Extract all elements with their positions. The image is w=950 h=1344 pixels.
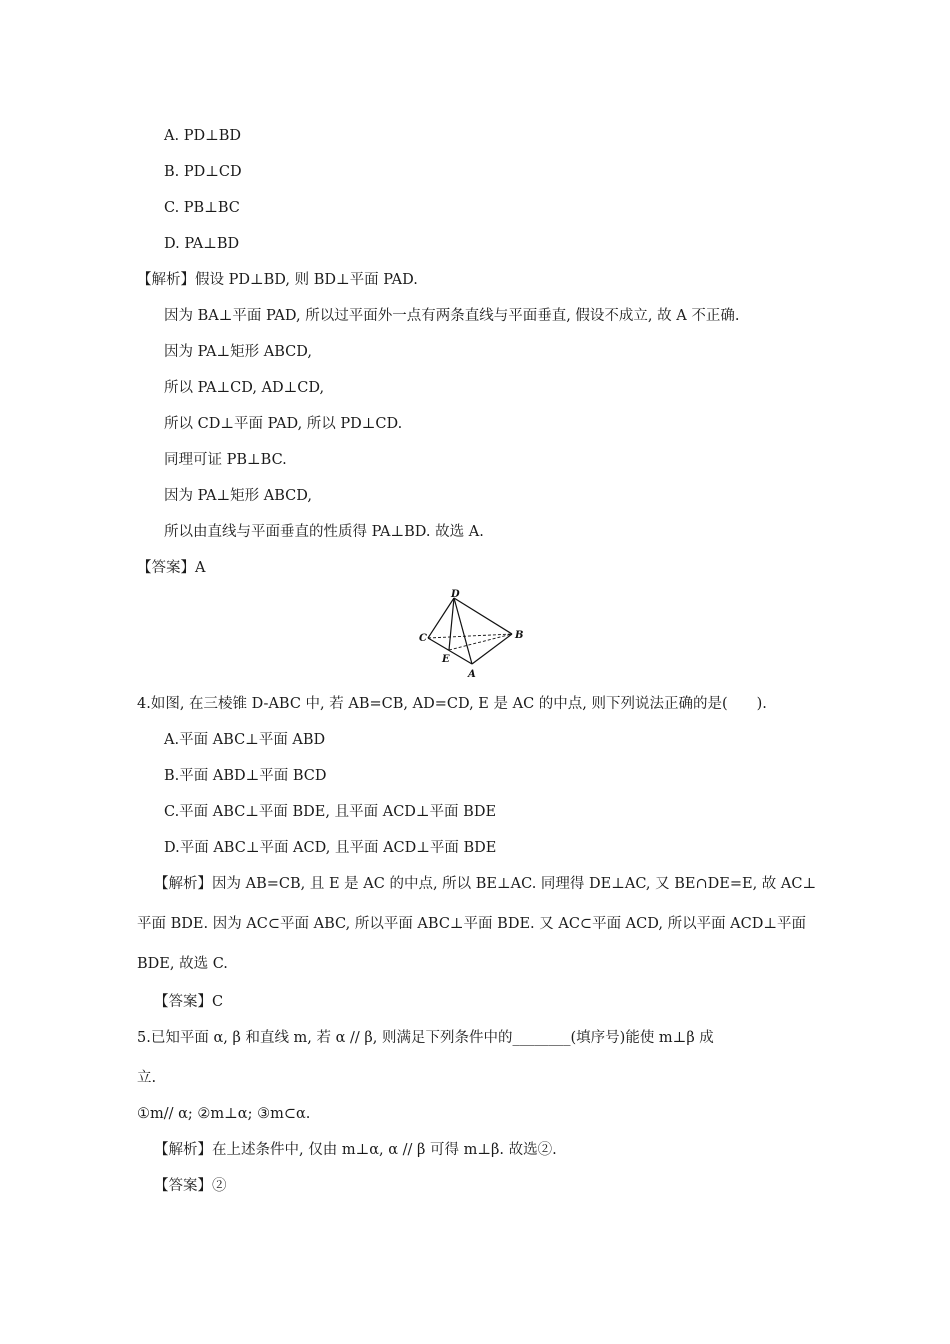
- conditions-line: ①m// α; ②m⊥α; ③m⊂α.: [137, 1106, 311, 1122]
- option-a: A. PD⊥BD: [164, 128, 241, 144]
- option-b: B. PD⊥CD: [164, 164, 242, 180]
- analysis-line: 因为 PA⊥矩形 ABCD,: [164, 488, 312, 504]
- edge-de: [449, 598, 454, 650]
- analysis-line: 同理可证 PB⊥BC.: [164, 452, 287, 468]
- label-c: C: [419, 633, 427, 644]
- answer-line: 【答案】C: [154, 994, 224, 1010]
- option-d: D. PA⊥BD: [164, 236, 240, 252]
- analysis-line: 因为 PA⊥矩形 ABCD,: [164, 344, 312, 360]
- label-d: D: [451, 589, 460, 600]
- analysis-line: 平面 BDE. 因为 AC⊂平面 ABC, 所以平面 ABC⊥平面 BDE. 又 AC⊂平面 ACD, 所以平面 ACD⊥平面: [137, 916, 807, 932]
- pyramid-figure: [416, 588, 536, 680]
- question-stem: 4.如图, 在三棱锥 D-ABC 中, 若 AB=CB, AD=CD, E 是 AC 的中点, 则下列说法正确的是( ).: [137, 696, 767, 712]
- edge-ab: [472, 634, 512, 664]
- analysis-line: 【解析】因为 AB=CB, 且 E 是 AC 的中点, 所以 BE⊥AC. 同理得 DE⊥AC, 又 BE∩DE=E, 故 AC⊥: [154, 876, 817, 892]
- option-d: D.平面 ABC⊥平面 ACD, 且平面 ACD⊥平面 BDE: [164, 840, 497, 856]
- edge-dc: [428, 598, 454, 638]
- answer-line: 【答案】②: [154, 1178, 227, 1194]
- option-a: A.平面 ABC⊥平面 ABD: [164, 732, 326, 748]
- question-stem: 立.: [137, 1070, 157, 1086]
- analysis-line: 所以 CD⊥平面 PAD, 所以 PD⊥CD.: [164, 416, 403, 432]
- option-b: B.平面 ABD⊥平面 BCD: [164, 768, 327, 784]
- analysis-line: BDE, 故选 C.: [137, 956, 228, 972]
- option-c: C. PB⊥BC: [164, 200, 240, 216]
- question-stem: 5.已知平面 α, β 和直线 m, 若 α // β, 则满足下列条件中的________(填序号)能使 m⊥β 成: [137, 1030, 714, 1046]
- label-e: E: [442, 654, 450, 665]
- answer-line: 【答案】A: [137, 560, 206, 576]
- analysis-line: 【解析】在上述条件中, 仅由 m⊥α, α // β 可得 m⊥β. 故选②.: [154, 1142, 557, 1158]
- analysis-line: 所以由直线与平面垂直的性质得 PA⊥BD. 故选 A.: [164, 524, 484, 540]
- option-c: C.平面 ABC⊥平面 BDE, 且平面 ACD⊥平面 BDE: [164, 804, 497, 820]
- analysis-line: 【解析】假设 PD⊥BD, 则 BD⊥平面 PAD.: [137, 272, 418, 288]
- label-b: B: [515, 630, 524, 641]
- analysis-line: 因为 BA⊥平面 PAD, 所以过平面外一点有两条直线与平面垂直, 假设不成立, 故 A 不正确.: [164, 308, 740, 324]
- label-a: A: [468, 669, 476, 680]
- analysis-line: 所以 PA⊥CD, AD⊥CD,: [164, 380, 325, 396]
